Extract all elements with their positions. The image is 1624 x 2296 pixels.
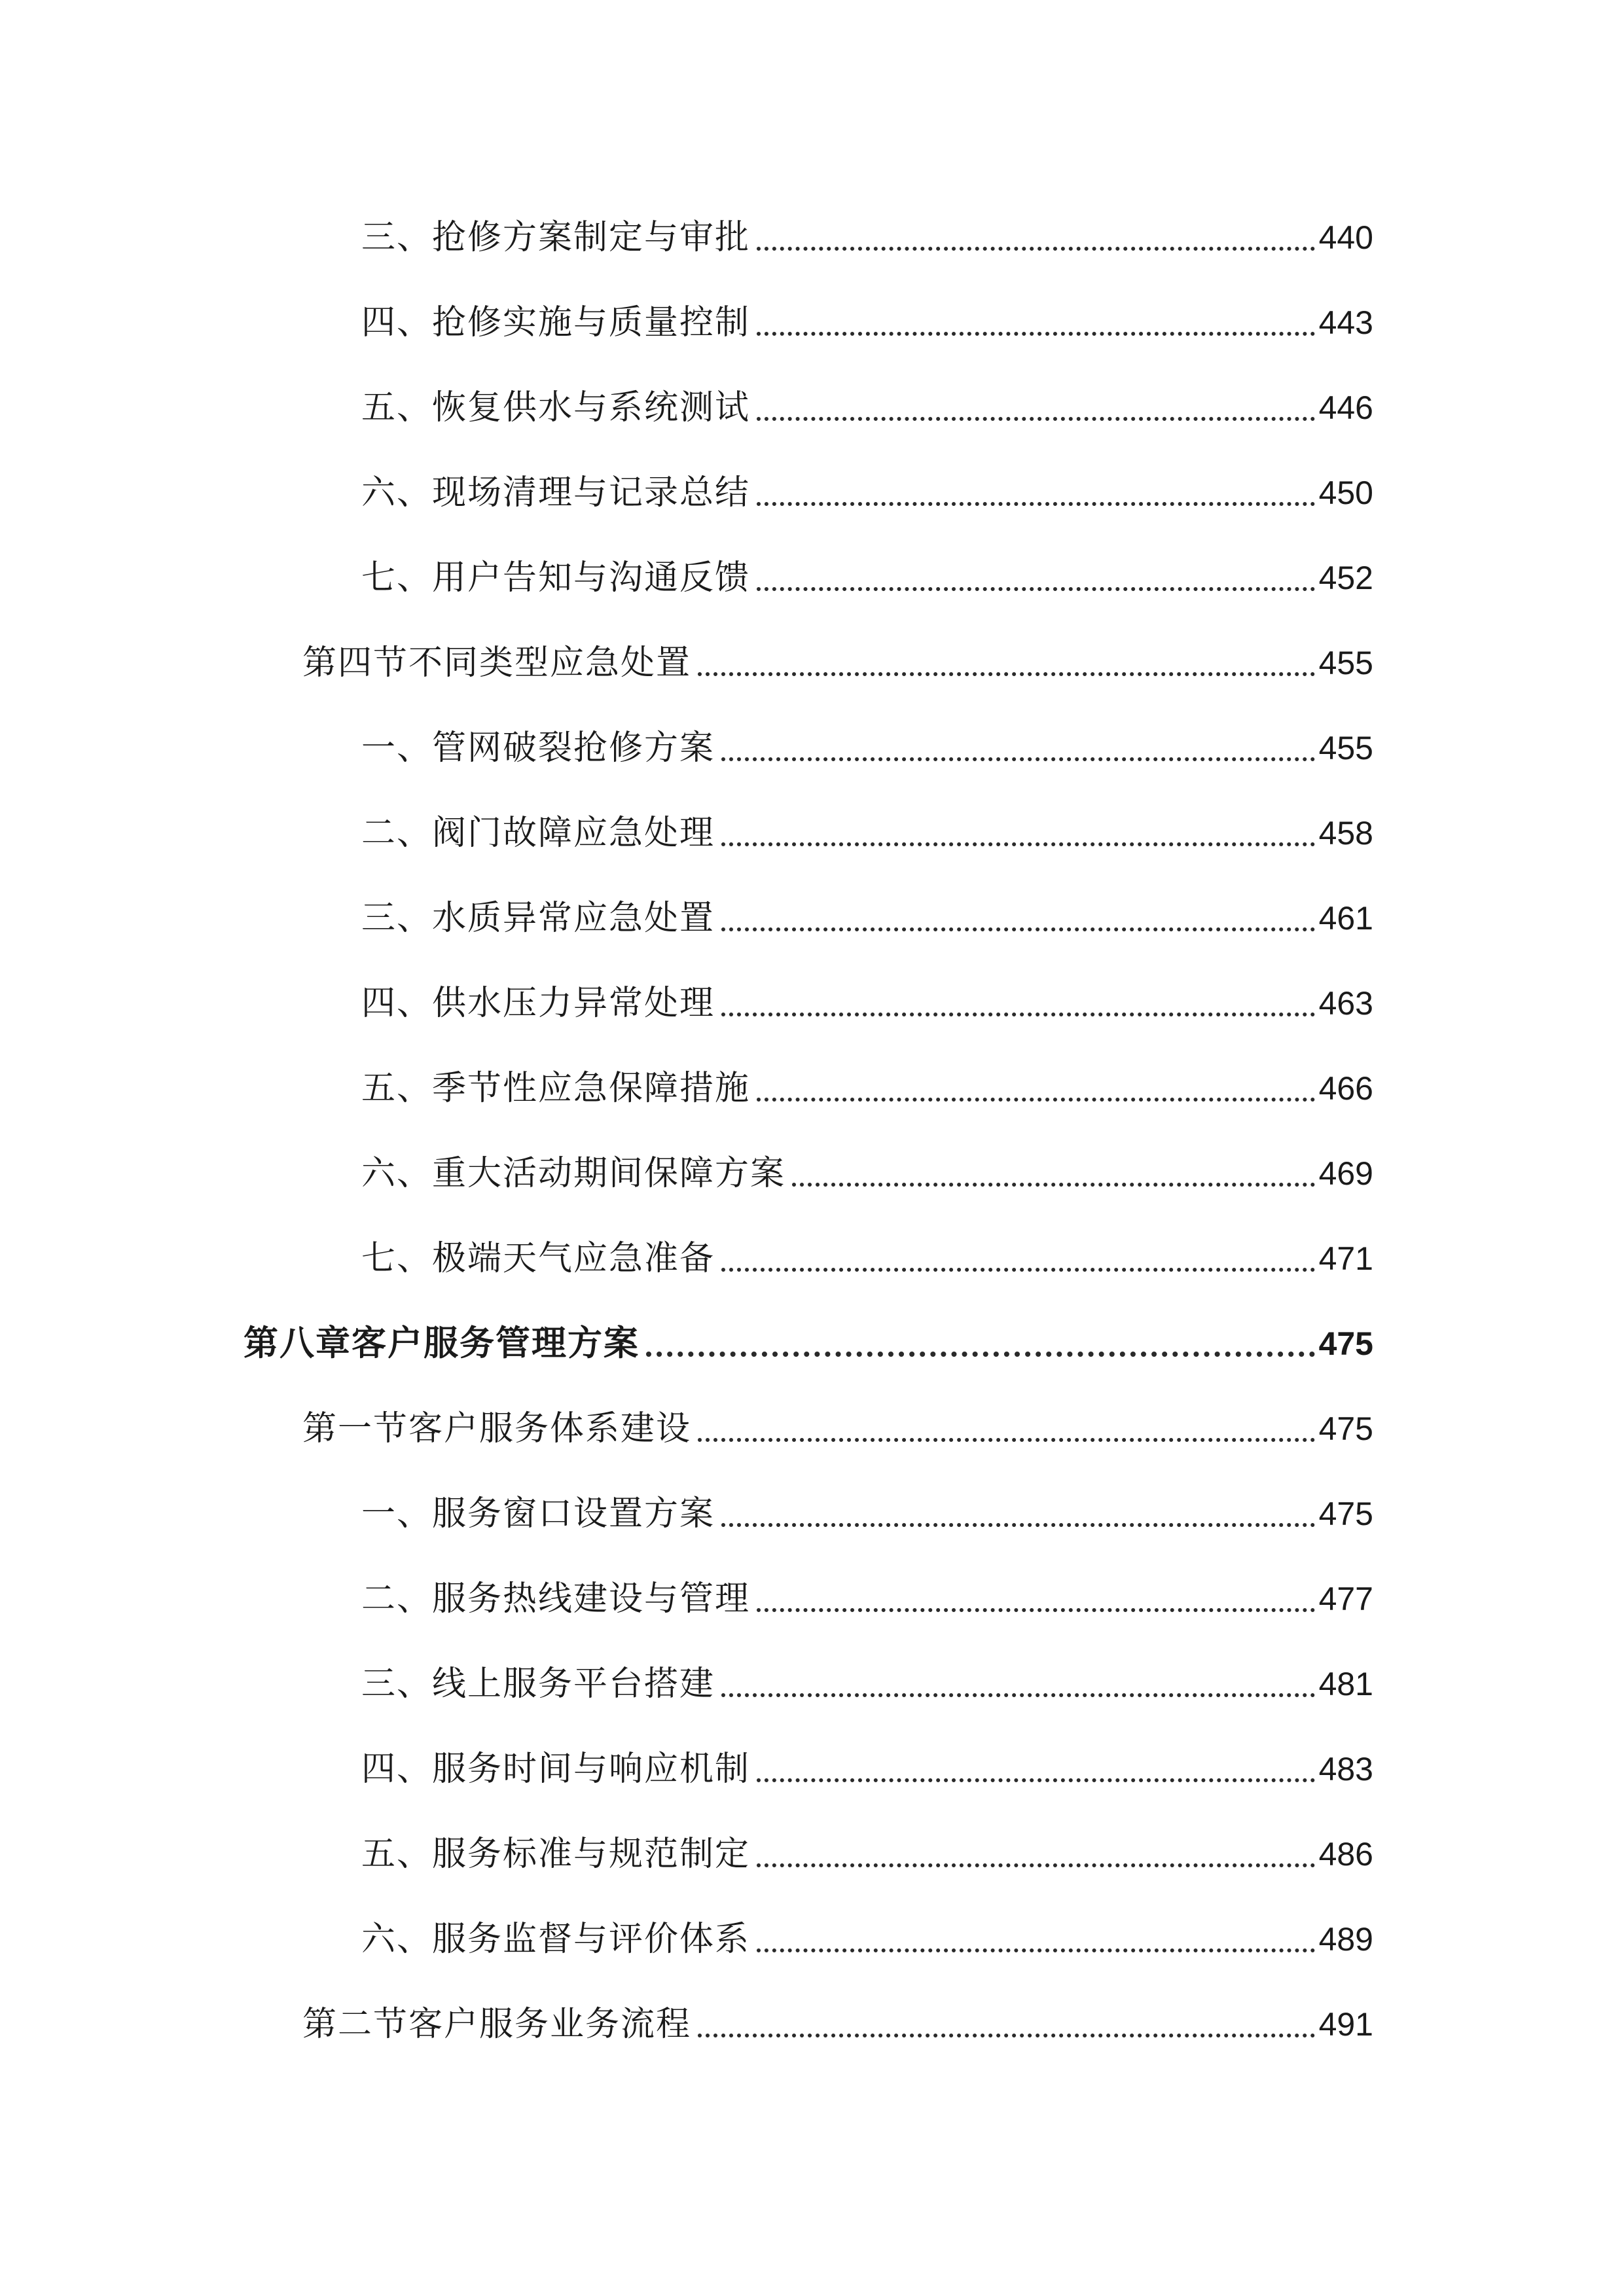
toc-dot-leader <box>698 2034 1315 2037</box>
toc-entry[interactable] <box>361 467 1373 519</box>
toc-entry-title: 七、极端天气应急准备 <box>361 1239 715 1278</box>
toc-page-number: 455 <box>1318 645 1373 681</box>
toc-page-number: 475 <box>1318 1410 1373 1447</box>
toc-dot-leader <box>721 927 1315 931</box>
toc-entry[interactable] <box>361 1573 1373 1625</box>
toc-dot-leader <box>792 1183 1315 1187</box>
toc-page-number: 446 <box>1318 389 1373 426</box>
toc-entry[interactable] <box>361 211 1373 264</box>
toc-page-number: 458 <box>1318 815 1373 852</box>
toc-entry-title: 第四节不同类型应急处置 <box>302 643 692 683</box>
toc-dot-leader <box>721 1523 1315 1527</box>
toc-entry-title: 第一节客户服务体系建设 <box>302 1409 692 1448</box>
toc-page-number: 481 <box>1318 1666 1373 1702</box>
toc-page-number: 475 <box>1318 1325 1373 1362</box>
toc-dot-leader <box>757 1778 1315 1782</box>
toc-dot-leader <box>721 1268 1315 1272</box>
toc-dot-leader <box>757 332 1315 336</box>
toc-entry-title: 五、恢复供水与系统测试 <box>361 388 751 427</box>
toc-page-number: 440 <box>1318 219 1373 256</box>
toc-entry[interactable] <box>361 807 1373 859</box>
toc-entry-title: 三、水质异常应急处置 <box>361 899 715 938</box>
toc-entry-title: 二、服务热线建设与管理 <box>361 1579 751 1619</box>
toc-entry[interactable] <box>361 1658 1373 1710</box>
toc-entry-title: 第二节客户服务业务流程 <box>302 2005 692 2044</box>
toc-entry-title: 四、服务时间与响应机制 <box>361 1749 751 1789</box>
toc-dot-leader <box>757 587 1315 591</box>
toc-page-number: 450 <box>1318 475 1373 511</box>
toc-page-number: 463 <box>1318 985 1373 1022</box>
toc-dot-leader <box>757 247 1315 251</box>
toc-entry[interactable] <box>361 296 1373 349</box>
toc-entry-title: 一、管网破裂抢修方案 <box>361 728 715 768</box>
toc-entry[interactable] <box>361 1743 1373 1795</box>
toc-dot-leader <box>721 842 1315 846</box>
toc-page-number: 452 <box>1318 560 1373 596</box>
toc-entry-title: 四、抢修实施与质量控制 <box>361 303 751 342</box>
toc-entry-title: 五、服务标准与规范制定 <box>361 1835 751 1874</box>
toc-entry[interactable] <box>361 382 1373 434</box>
toc-entry-title: 六、现场清理与记录总结 <box>361 473 751 512</box>
toc-entry[interactable] <box>361 1062 1373 1115</box>
toc-section-entry[interactable] <box>302 1403 1373 1455</box>
toc-section-entry[interactable] <box>302 637 1373 689</box>
toc-page-number: 475 <box>1318 1496 1373 1532</box>
toc-entry[interactable] <box>361 1913 1373 1965</box>
toc-page-number: 491 <box>1318 2006 1373 2043</box>
toc-dot-leader <box>757 1863 1315 1867</box>
toc-page-number: 455 <box>1318 730 1373 766</box>
toc-entry[interactable] <box>361 1147 1373 1200</box>
toc-page-number: 443 <box>1318 304 1373 341</box>
toc-dot-leader <box>757 417 1315 421</box>
toc-entry-title: 三、线上服务平台搭建 <box>361 1664 715 1704</box>
toc-dot-leader <box>698 1438 1315 1442</box>
toc-entry-title: 二、阀门故障应急处理 <box>361 814 715 853</box>
toc-page-number: 466 <box>1318 1070 1373 1107</box>
toc-entry[interactable] <box>361 892 1373 944</box>
toc-dot-leader <box>757 502 1315 506</box>
toc-dot-leader <box>757 1098 1315 1102</box>
toc-entry[interactable] <box>361 1828 1373 1880</box>
toc-dot-leader <box>646 1352 1315 1357</box>
toc-dot-leader <box>757 1608 1315 1612</box>
toc-page-number: 486 <box>1318 1836 1373 1873</box>
toc-entry-title: 一、服务窗口设置方案 <box>361 1494 715 1534</box>
toc-entry[interactable] <box>361 1488 1373 1540</box>
toc-entry-title: 七、用户告知与沟通反馈 <box>361 558 751 598</box>
toc-page-number: 477 <box>1318 1581 1373 1617</box>
toc-dot-leader <box>721 1693 1315 1697</box>
toc-entry-title: 第八章客户服务管理方案 <box>244 1323 640 1363</box>
toc-entry[interactable] <box>361 1232 1373 1285</box>
toc-page-number: 469 <box>1318 1155 1373 1192</box>
toc-page-number: 461 <box>1318 900 1373 937</box>
toc-entry-title: 六、服务监督与评价体系 <box>361 1920 751 1959</box>
toc-entry-title: 四、供水压力异常处理 <box>361 984 715 1023</box>
toc-section-entry[interactable] <box>302 1998 1373 2051</box>
toc-dot-leader <box>698 672 1315 676</box>
toc-dot-leader <box>721 757 1315 761</box>
toc-entry[interactable] <box>361 552 1373 604</box>
toc-entry-title: 六、重大活动期间保障方案 <box>361 1154 786 1193</box>
toc-page-number: 471 <box>1318 1240 1373 1277</box>
toc-entry[interactable] <box>361 722 1373 774</box>
toc-entry-title: 五、季节性应急保障措施 <box>361 1069 751 1108</box>
toc-chapter-entry[interactable] <box>244 1318 1373 1370</box>
toc-dot-leader <box>757 1948 1315 1952</box>
toc-entry-title: 三、抢修方案制定与审批 <box>361 218 751 257</box>
toc-page-number: 489 <box>1318 1921 1373 1958</box>
toc-dot-leader <box>721 1013 1315 1016</box>
toc-page-number: 483 <box>1318 1751 1373 1787</box>
toc-entry[interactable] <box>361 977 1373 1030</box>
